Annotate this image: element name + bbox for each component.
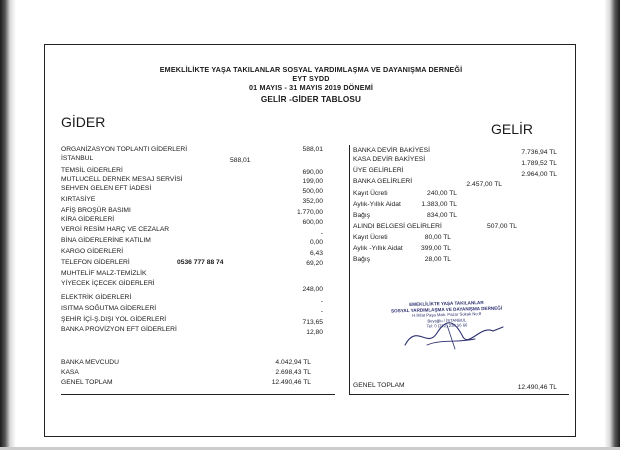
gelir-item-value: 2.964,00 TL <box>521 171 557 178</box>
gider-item-label: ŞEHİR İÇİ-Ş.DIŞI YOL GİDERLERİ <box>61 316 167 323</box>
gelir-item-value: 7.736,94 TL <box>521 149 557 156</box>
gider-item-sub: 588,01 <box>230 157 251 164</box>
alindi-row-value: 28,00 TL <box>424 256 451 263</box>
gelir-heading: GELİR <box>491 121 534 137</box>
alindi-row-label: Bağış <box>353 256 371 263</box>
banka-gelirleri-total: 2.457,00 TL <box>466 181 502 188</box>
gelir-genel-toplam-label: GENEL TOPLAM <box>353 382 405 389</box>
gider-genel-toplam-value: 12.490,46 TL <box>271 379 311 386</box>
gelir-item-label: BANKA DEVİR BAKİYESİ <box>353 147 430 154</box>
gelir-item-label: KASA DEVİR BAKİYESİ <box>353 156 426 163</box>
banka-gelir-row-value: 240,00 TL <box>427 190 457 197</box>
gider-item-label: YİYECEK İÇECEK GİDERLERİ <box>61 280 155 287</box>
banka-gelir-row-value: 1.383,00 TL <box>421 201 457 208</box>
banka-gelirleri-label: BANKA GELİRLERİ <box>353 178 413 185</box>
gider-item-value: 352,00 <box>302 198 323 205</box>
gider-item-label: KIRTASİYE <box>61 196 96 203</box>
stamp-line: Beyoğlu / İSTANBUL <box>427 317 467 324</box>
gider-item-label: SEHVEN GELEN EFT İADESİ <box>61 185 152 192</box>
banka-mevcudu-value: 4.042,94 TL <box>275 359 311 366</box>
stamp-line: H.Rifat Paşa Mah. Pazar Sokak No:8 <box>412 311 482 319</box>
gider-item-label: KİRA GİDERLERİ <box>61 216 115 223</box>
gider-item-value: 500,00 <box>302 188 323 195</box>
gider-item-value: 713,65 <box>302 319 323 326</box>
gider-item-value: 248,00 <box>302 286 323 293</box>
banka-gelir-row-label: Bağış <box>353 212 371 219</box>
gider-item-label: BİNA GİDERLERİNE KATILIM <box>61 237 151 244</box>
gider-item-label: MUHTELİF MALZ-TEMİZLİK <box>61 270 147 277</box>
alindi-row-value: 399,00 TL <box>421 245 451 252</box>
gider-bottom-rule <box>61 394 335 395</box>
banka-mevcudu-label: BANKA MEVCUDU <box>61 359 119 366</box>
gelir-genel-toplam-value: 12.490,46 TL <box>517 384 557 391</box>
gider-item-value: 690,00 <box>302 169 323 176</box>
gelir-item-value: 1.789,52 TL <box>521 160 557 167</box>
alindi-belgesi-total: 507,00 TL <box>487 223 517 230</box>
gider-item-label: KARGO GİDERLERİ <box>61 248 124 255</box>
gider-item-value: 12,80 <box>306 329 323 336</box>
gider-item-label: TELEFON GİDERLERİ <box>61 259 130 266</box>
telephone-number: 0536 777 88 74 <box>177 259 224 266</box>
gider-item-label: MUTLUCELL DERNEK MESAJ SERVİSİ <box>61 176 183 183</box>
gider-heading: GİDER <box>61 114 106 130</box>
gider-item-label: ELEKTRİK GİDERLERİ <box>61 294 132 301</box>
gider-item-label: TEMSİL GİDERLERİ <box>61 167 123 174</box>
association-name: EMEKLİLİKTE YAŞA TAKILANLAR SOSYAL YARDIMLAŞMA VE DAYANIŞMA DERNEĞİ <box>159 65 463 74</box>
gider-item-label: İSTANBUL <box>61 155 94 162</box>
kasa-value: 2.698,43 TL <box>275 369 311 376</box>
gider-item-value: 600,00 <box>302 219 323 226</box>
gelir-bottom-rule <box>349 394 569 395</box>
gider-item-value: - <box>320 308 323 315</box>
column-divider <box>349 145 350 395</box>
association-short-name: EYT SYDD <box>292 74 330 84</box>
report-header <box>45 65 577 104</box>
scan-edge-left <box>0 0 16 450</box>
gider-item-value: 1.770,00 <box>296 209 323 216</box>
alindi-row-value: 80,00 TL <box>424 234 451 241</box>
kasa-label: KASA <box>61 369 79 376</box>
report-title: GELİR -GİDER TABLOSU <box>260 94 362 104</box>
gider-item-value: 6,43 <box>309 250 323 257</box>
banka-gelir-row-label: Aylık-Yıllık Aidat <box>353 201 401 208</box>
alindi-row-label: Kayıt Ücreti <box>353 234 388 241</box>
banka-gelir-row-value: 834,00 TL <box>427 212 457 219</box>
stamp-line: SOSYAL YARDIMLAŞMA VE DAYANIŞMA DERNEĞİ <box>390 305 503 314</box>
alindi-row-label: Aylık -Yıllık Aidat <box>353 245 403 252</box>
gider-item-value: 199,00 <box>302 178 323 185</box>
gider-genel-toplam-label: GENEL TOPLAM <box>61 379 113 386</box>
gider-item-value: 69,20 <box>306 260 323 267</box>
scan-edge-right <box>604 0 620 450</box>
gider-item-label: AFİŞ BROŞÜR BASIMI <box>61 207 131 214</box>
gider-item-label: ORGANİZASYON TOPLANTI GİDERLERİ <box>61 146 188 153</box>
gider-item-label: BANKA PROVİZYON EFT GİDERLERİ <box>61 326 177 333</box>
report-period: 01 MAYIS - 31 MAYIS 2019 DÖNEMİ <box>249 83 373 93</box>
gider-item-value: 588,01 <box>302 146 323 153</box>
stamp-line: EMEKLİLİKTE YAŞA TAKILANLAR <box>409 300 484 307</box>
gider-item-value: - <box>320 230 323 237</box>
stamp-line: Tel: 0 (212) 230 56 66 <box>426 322 468 329</box>
gider-item-label: ISITMA SOĞUTMA GİDERLERİ <box>61 305 157 312</box>
gelir-item-label: ÜYE GELİRLERİ <box>353 167 404 174</box>
gider-item-label: VERGİ RESİM HARÇ VE CEZALAR <box>61 226 170 233</box>
gider-item-value: 0,00 <box>309 239 323 246</box>
report-sheet <box>44 44 576 437</box>
alindi-belgesi-label: ALINDI BELGESİ GELİRLERİ <box>353 223 442 230</box>
signature <box>397 315 509 355</box>
banka-gelir-row-label: Kayıt Ücreti <box>353 190 388 197</box>
gider-item-value: - <box>320 298 323 305</box>
